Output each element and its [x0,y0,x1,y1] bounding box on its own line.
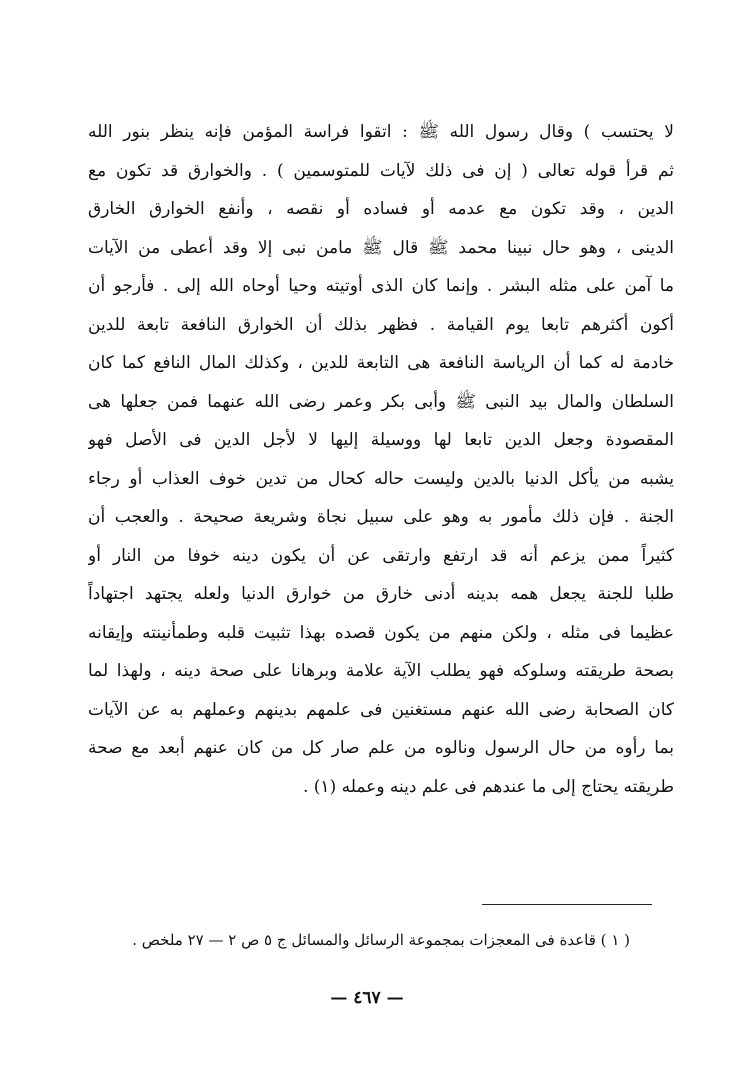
main-text-block [88,113,674,806]
text-line-12: كثيراً ممن يزعم أنه قد ارتفع وارتقى عن أن يكون دينه خوفا من النار أو [88,545,674,566]
text-line-5: ما آمن على مثله البشر . وإنما كان الذى أوتيته وحيا أوحاه الله إلى . فأرجو أن [88,276,674,296]
text-line-4: الدينى ، وهو حال نبينا محمد ﷺ قال ﷺ مامن نبى إلا وقد أعطى من الآيات [88,237,674,258]
text-line-6: أكون أكثرهم تابعا يوم القيامة . فظهر بذلك أن الخوارق النافعة تابعة للدين [88,314,674,335]
text-line-8: السلطان والمال بيد النبى ﷺ وأبى بكر وعمر رضى الله عنهما فمن جعلها هى [88,391,674,412]
text-line-11: الجنة . فإن ذلك مأمور به وهو على سبيل نجاة وشريعة صحيحة . والعجب أن [88,507,674,527]
footnote-divider [482,904,652,905]
text-line-3: الدين ، وقد تكون مع عدمه أو فساده أو نقصه ، وأنفع الخوارق الخارق [88,199,674,219]
footnote: ( ١ ) قاعدة فى المعجزات بمجموعة الرسائل والمسائل ج ٥ ص ٢ — ٢٧ ملخص . [132,931,630,949]
text-line-17: بما رأوه من حال الرسول ونالوه من علم صار كل من كان عنهم أبعد مع صحة [88,738,674,758]
page-number: — ٤٦٧ — [330,988,404,1008]
text-line-13: طلبا للجنة يجعل همه بدينه أدنى خارق من خوارق الدنيا ولعله يجتهد اجتهاداً [88,584,674,604]
text-line-14: عظيما فى مثله ، ولكن منهم من يكون قصده بهذا تثبيت قلبه وطمأنينته وإيقانه [88,622,674,643]
text-line-15: بصحة طريقته وسلوكه فهو يطلب الآية علامة وبرهانا على صحة دينه ، ولهذا لما [88,661,674,681]
text-line-18: طريقته يحتاج إلى ما عندهم فى علم دينه وعمله (١) . [302,776,674,797]
text-line-16: كان الصحابة رضى الله عنهم مستغنين فى علمهم بدينهم وعملهم به عن الآيات [88,699,674,720]
text-line-9: المقصودة وجعل الدين تابعا لها ووسيلة إليها لا لأجل الدين فى الأصل فهو [88,430,674,450]
text-line-10: يشبه من يأكل الدنيا بالدين وليست حاله كحال من تدين خوف العذاب أو رجاء [88,468,674,489]
text-line-7: خادمة له كما أن الرياسة النافعة هى التابعة للدين ، وكذلك المال النافع كما كان [88,353,674,373]
text-line-2: ثم قرأ قوله تعالى ( إن فى ذلك لآيات للمتوسمين ) . والخوارق قد تكون مع [88,160,674,181]
text-line-1: لا يحتسب ) وقال رسول الله ﷺ : اتقوا فراسة المؤمن فإنه ينظر بنور الله [88,122,674,142]
